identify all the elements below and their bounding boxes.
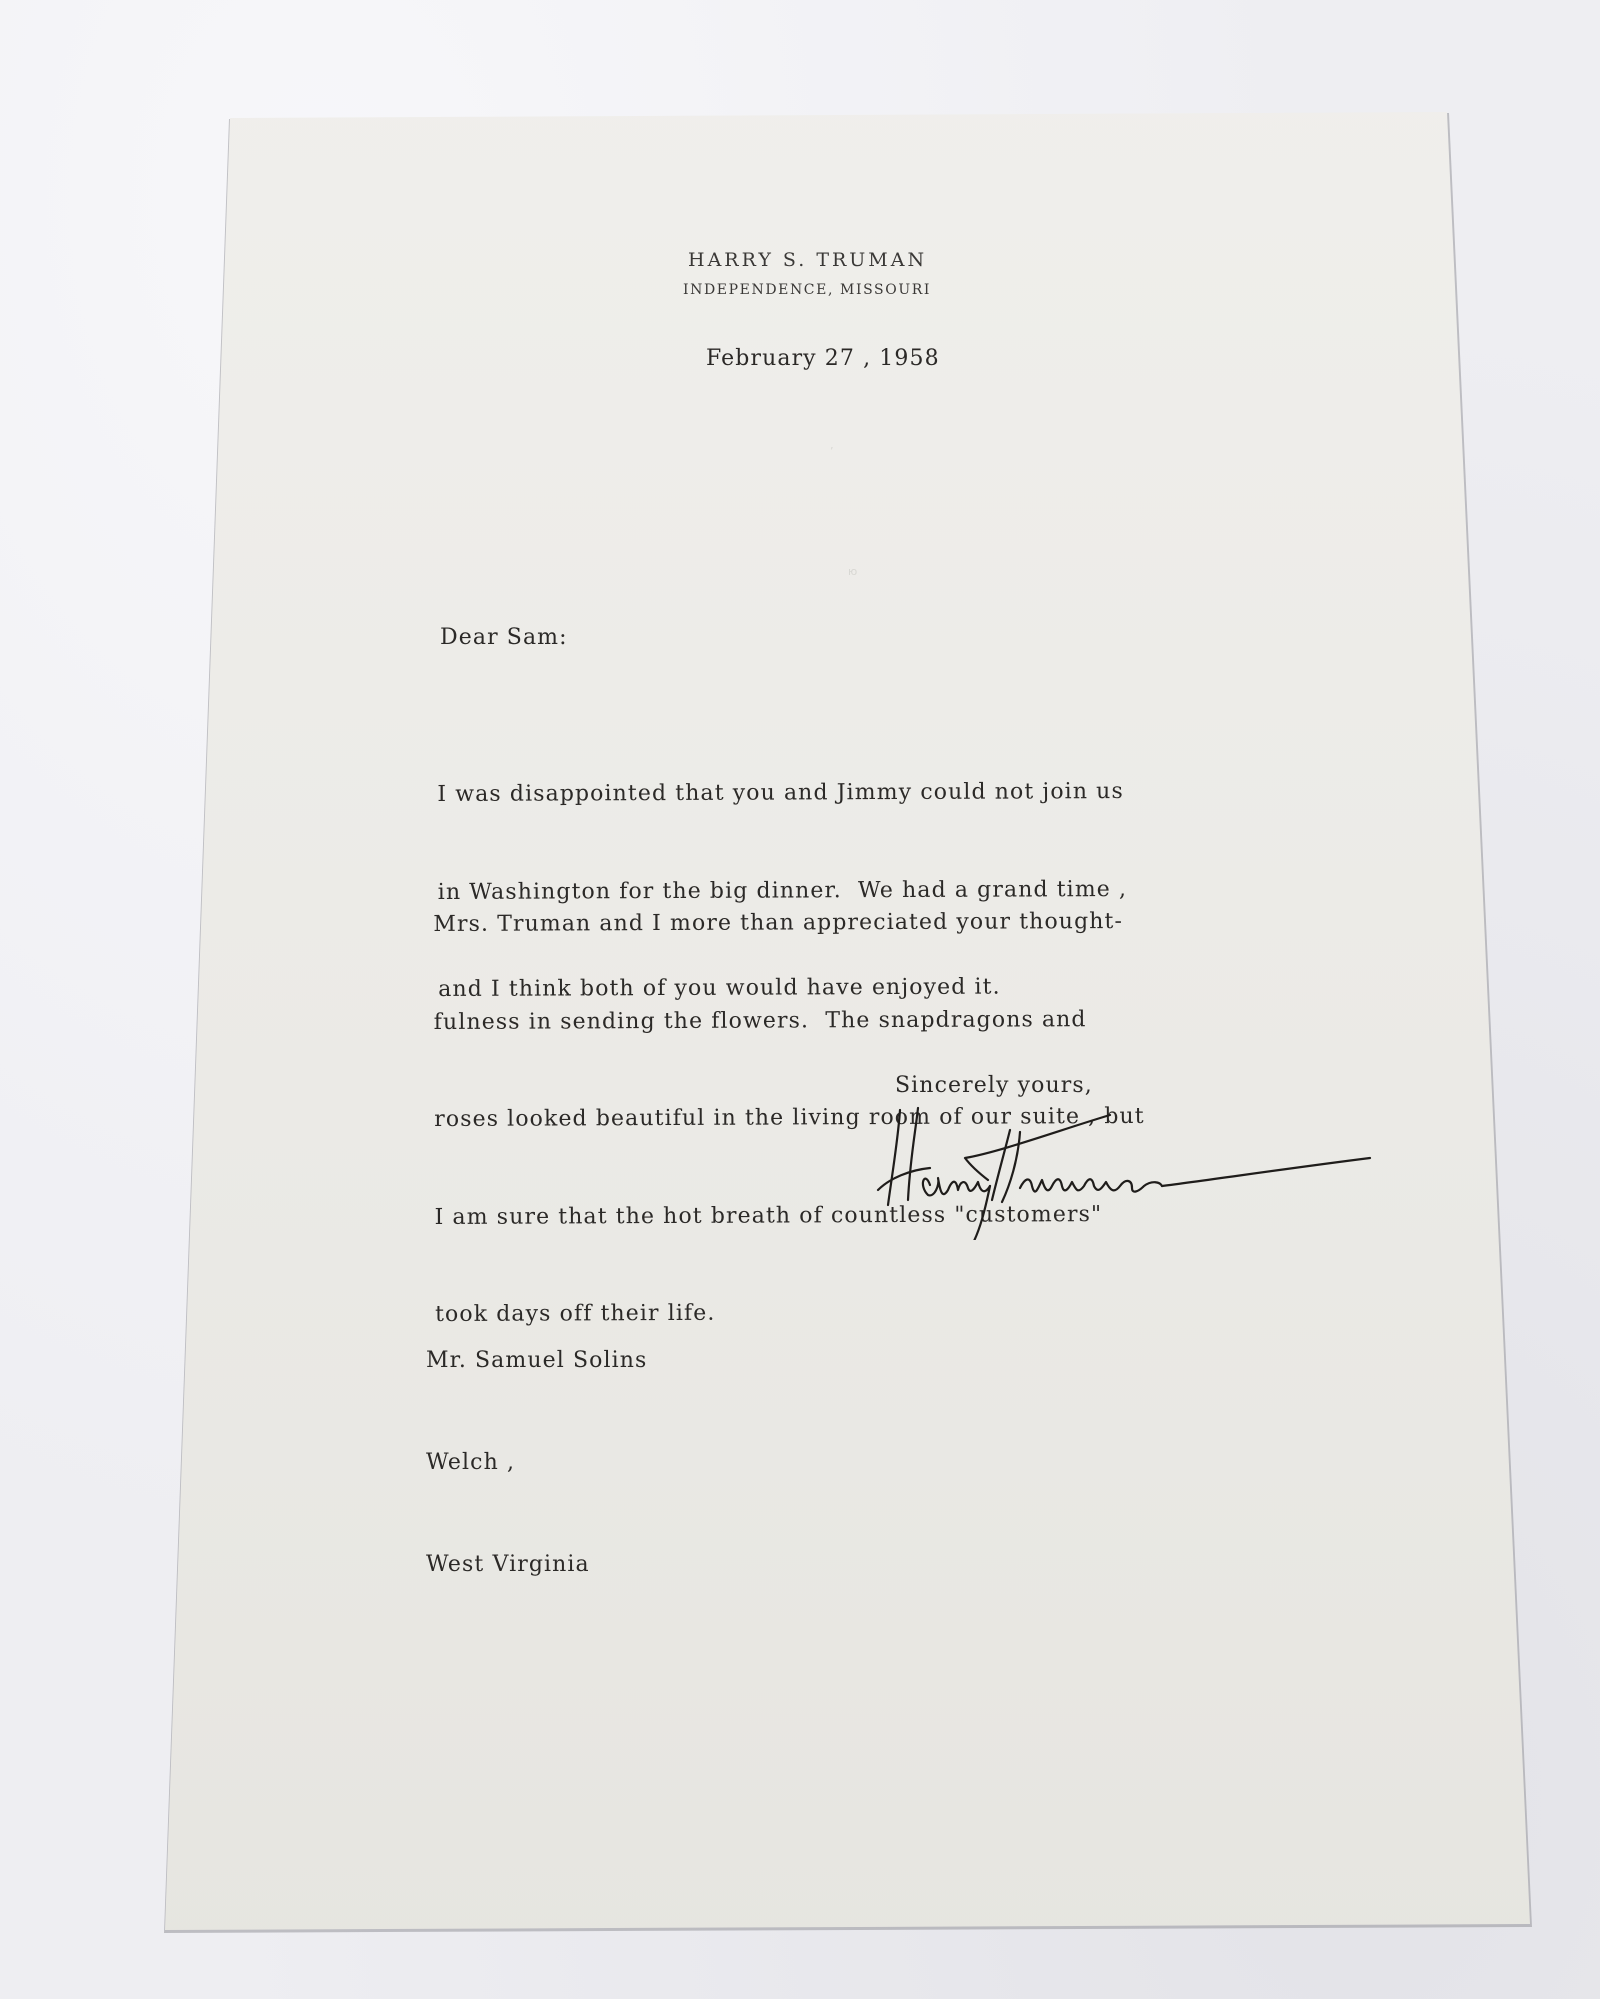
letterhead-place: INDEPENDENCE, MISSOURI	[683, 282, 931, 298]
paragraph-line: in Washington for the big dinner. We had a grand time ,	[437, 876, 1128, 905]
watermark-mark: ю	[848, 565, 858, 578]
paragraph-line: I was disappointed that you and Jimmy could not join us	[437, 779, 1124, 807]
paragraph-line: roses looked beautiful in the living room of our suite , but	[434, 1103, 1145, 1132]
letterhead-name: HARRY S. TRUMAN	[688, 249, 928, 271]
paragraph-line: Mrs. Truman and I more than appreciated your thought-	[433, 908, 1124, 937]
salutation: Dear Sam:	[440, 625, 568, 650]
handwritten-signature-icon	[870, 1090, 1380, 1240]
paragraph-line: took days off their life.	[434, 1300, 716, 1327]
recipient-address	[426, 1276, 647, 1616]
paragraph-line: fulness in sending the flowers. The snapdragons and	[433, 1006, 1087, 1035]
recipient-name: Mr. Samuel Solins	[426, 1348, 648, 1373]
letter-date: February 27 , 1958	[706, 346, 940, 371]
watermark-mark: ’	[830, 445, 834, 458]
paragraph-line: and I think both of you would have enjoyed it.	[438, 974, 1001, 1002]
paragraph-line: I am sure that the hot breath of countless "customers"	[434, 1201, 1103, 1230]
closing: Sincerely yours,	[895, 1073, 1093, 1098]
recipient-state: West Virginia	[426, 1552, 590, 1577]
recipient-city: Welch ,	[426, 1450, 516, 1475]
